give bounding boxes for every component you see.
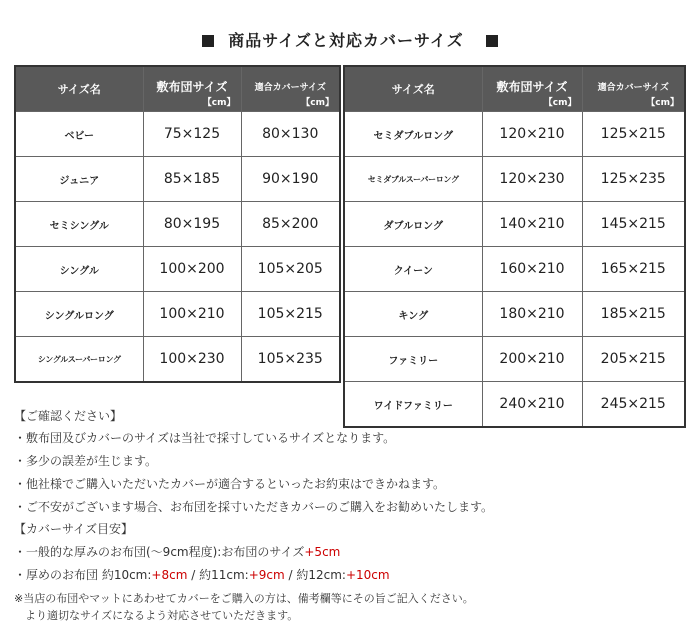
futon-size-cell: 120×230 bbox=[482, 157, 582, 202]
table-row bbox=[344, 337, 685, 382]
guide-item-thick: ・厚めのお布団 約10cm:+8cm / 約11cm:+9cm / 約12cm:+10cm bbox=[14, 568, 390, 582]
cover-size-cell: 80×130 bbox=[241, 112, 340, 157]
square-bullet-icon bbox=[202, 35, 214, 47]
futon-size-cell: 180×210 bbox=[482, 292, 582, 337]
table-row bbox=[344, 202, 685, 247]
table-row bbox=[15, 337, 340, 383]
size-name-cell: セミシングル bbox=[15, 202, 143, 247]
table-row bbox=[344, 247, 685, 292]
header-cover-size: 適合カバーサイズ 【cm】 bbox=[582, 66, 685, 112]
table-row bbox=[15, 247, 340, 292]
header-futon-size: 敷布団サイズ 【cm】 bbox=[482, 66, 582, 112]
futon-size-cell: 80×195 bbox=[143, 202, 241, 247]
table-row bbox=[15, 202, 340, 247]
header-size-name: サイズ名 bbox=[15, 66, 143, 112]
cover-size-cell: 145×215 bbox=[582, 202, 685, 247]
confirm-item: ・敷布団及びカバーのサイズは当社で採寸しているサイズとなります。 bbox=[14, 431, 396, 445]
size-name-cell: ベビー bbox=[15, 112, 143, 157]
cover-size-cell: 105×235 bbox=[241, 337, 340, 383]
size-table-left bbox=[14, 65, 341, 383]
size-name-cell: キング bbox=[344, 292, 482, 337]
size-name-cell: ワイドファミリー bbox=[344, 382, 482, 428]
confirm-item: ・多少の誤差が生じます。 bbox=[14, 454, 158, 468]
cover-size-cell: 85×200 bbox=[241, 202, 340, 247]
size-name-cell: ダブルロング bbox=[344, 202, 482, 247]
cover-size-cell: 245×215 bbox=[582, 382, 685, 428]
table-row bbox=[344, 112, 685, 157]
size-table-right bbox=[343, 65, 686, 428]
size-name-cell: シングル bbox=[15, 247, 143, 292]
futon-size-cell: 85×185 bbox=[143, 157, 241, 202]
table-row bbox=[344, 157, 685, 202]
table-row bbox=[344, 292, 685, 337]
cover-size-cell: 185×215 bbox=[582, 292, 685, 337]
confirm-item: ・ご不安がございます場合、お布団を採寸いただきカバーのご購入をお勧めいたします。 bbox=[14, 500, 494, 514]
size-name-cell: セミダブルスーパーロング bbox=[344, 157, 482, 202]
futon-size-cell: 200×210 bbox=[482, 337, 582, 382]
cover-size-cell: 90×190 bbox=[241, 157, 340, 202]
guide-item-standard: ・一般的な厚みのお布団(～9cm程度):お布団のサイズ+5cm bbox=[14, 545, 341, 559]
page-title bbox=[0, 28, 700, 51]
table-row bbox=[344, 382, 685, 428]
futon-size-cell: 120×210 bbox=[482, 112, 582, 157]
futon-size-cell: 100×200 bbox=[143, 247, 241, 292]
header-size-name: サイズ名 bbox=[344, 66, 482, 112]
cover-size-cell: 165×215 bbox=[582, 247, 685, 292]
size-name-cell: ファミリー bbox=[344, 337, 482, 382]
cover-size-cell: 105×205 bbox=[241, 247, 340, 292]
size-name-cell: シングルスーパーロング bbox=[15, 337, 143, 383]
size-name-cell: セミダブルロング bbox=[344, 112, 482, 157]
table-header-row bbox=[344, 66, 685, 112]
futon-size-cell: 240×210 bbox=[482, 382, 582, 428]
footnote: ※当店の布団やマットにあわせてカバーをご購入の方は、備考欄等にその旨ご記入ください。 bbox=[14, 592, 474, 605]
futon-size-cell: 140×210 bbox=[482, 202, 582, 247]
title-text: 商品サイズと対応カバーサイズ bbox=[228, 31, 464, 50]
table-row bbox=[15, 112, 340, 157]
header-cover-size: 適合カバーサイズ 【cm】 bbox=[241, 66, 340, 112]
cover-size-cell: 125×235 bbox=[582, 157, 685, 202]
confirm-item: ・他社様でご購入いただいたカバーが適合するといったお約束はできかねます。 bbox=[14, 477, 446, 491]
square-bullet-icon bbox=[486, 35, 498, 47]
header-futon-size: 敷布団サイズ 【cm】 bbox=[143, 66, 241, 112]
futon-size-cell: 75×125 bbox=[143, 112, 241, 157]
cover-size-cell: 205×215 bbox=[582, 337, 685, 382]
size-name-cell: シングルロング bbox=[15, 292, 143, 337]
table-header-row bbox=[15, 66, 340, 112]
futon-size-cell: 100×230 bbox=[143, 337, 241, 383]
cover-size-cell: 125×215 bbox=[582, 112, 685, 157]
size-name-cell: ジュニア bbox=[15, 157, 143, 202]
futon-size-cell: 100×210 bbox=[143, 292, 241, 337]
guide-heading: 【カバーサイズ目安】 bbox=[14, 522, 134, 536]
footnote: より適切なサイズになるよう対応させていただきます。 bbox=[14, 609, 299, 622]
size-name-cell: クイーン bbox=[344, 247, 482, 292]
cover-size-cell: 105×215 bbox=[241, 292, 340, 337]
futon-size-cell: 160×210 bbox=[482, 247, 582, 292]
table-row bbox=[15, 157, 340, 202]
table-row bbox=[15, 292, 340, 337]
confirm-heading: 【ご確認ください】 bbox=[14, 409, 123, 423]
